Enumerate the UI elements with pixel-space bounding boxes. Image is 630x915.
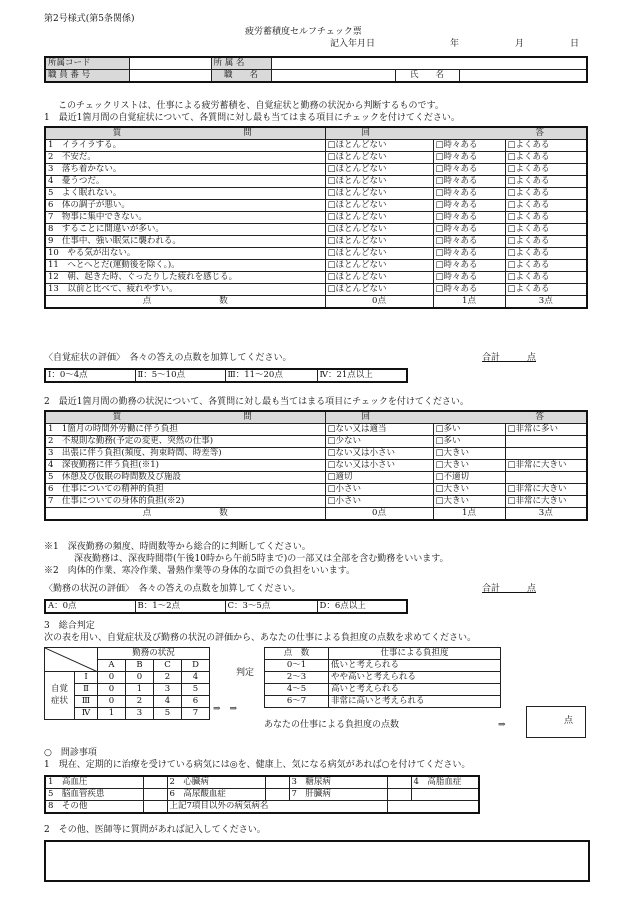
symptom-question: 4 憂うつだ。 xyxy=(45,176,325,188)
matrix-col-c: C xyxy=(154,660,182,672)
work-points-0: 0点 xyxy=(325,508,433,521)
symptom-question: 5 よく眠れない。 xyxy=(45,188,325,200)
symptom-option-2[interactable]: □よくある xyxy=(505,140,587,152)
symptom-option-1[interactable]: □時々ある xyxy=(433,200,505,212)
symptom-row xyxy=(45,176,587,188)
work-table xyxy=(44,410,588,521)
symptom-question: 9 仕事中、強い眠気に襲われる。 xyxy=(45,236,325,248)
burden-level-row xyxy=(265,684,501,696)
points-3: 3点 xyxy=(505,296,587,309)
symptom-row xyxy=(45,260,587,272)
disease-other: 8 その他 xyxy=(45,801,143,814)
diagonal-line xyxy=(45,648,98,672)
sec3-desc: 次の表を用い、自覚症状及び勤務の状況の評価から、あなたの仕事による負担度の点数を求めてください。 xyxy=(44,633,477,643)
symptom-row xyxy=(45,224,587,236)
symptom-question: 6 体の調子が悪い。 xyxy=(45,200,325,212)
matrix-row-label: Ⅱ xyxy=(75,684,98,696)
symptom-option-1[interactable]: □時々ある xyxy=(433,248,505,260)
symptom-option-0[interactable]: □ほとんどない xyxy=(325,272,433,284)
range-4: Ⅳ：21点以上 xyxy=(317,369,407,382)
symptom-row xyxy=(45,212,587,224)
burden-level-row xyxy=(265,660,501,672)
matrix-table xyxy=(44,647,210,720)
symptom-row xyxy=(45,248,587,260)
matrix-corner xyxy=(45,648,98,672)
sec1-ranges xyxy=(44,368,408,383)
disease-name: 3 糖尿病 xyxy=(289,776,387,789)
disease-other-check[interactable] xyxy=(143,801,167,814)
symptom-option-0[interactable]: □ほとんどない xyxy=(325,248,433,260)
symptom-row xyxy=(45,152,587,164)
intro-text: このチェックリストは、仕事による疲労蓄積を、自覚症状と勤務の状況から判断するものです。 xyxy=(58,101,444,111)
judgement-table xyxy=(264,647,501,708)
disease-check[interactable] xyxy=(265,776,289,789)
work-row xyxy=(45,424,587,436)
sec2-total: 合計 点 xyxy=(482,584,537,594)
work-option-0[interactable]: □小さい xyxy=(325,484,433,496)
disease-check[interactable] xyxy=(387,776,411,789)
range-2: Ⅱ：5～10点 xyxy=(135,369,225,382)
range-3: Ⅲ：11～20点 xyxy=(225,369,317,382)
staff-no-field[interactable] xyxy=(129,70,211,83)
work-option-1[interactable]: □大きい xyxy=(433,460,505,472)
disease-name: 5 脳血管疾患 xyxy=(45,789,143,801)
burden-level-text: 低いと考えられる xyxy=(329,660,501,672)
symptom-option-1[interactable]: □時々ある xyxy=(433,164,505,176)
symptom-option-1[interactable]: □時々ある xyxy=(433,140,505,152)
matrix-cell: 4 xyxy=(182,672,210,684)
org-name-label: 所 属 名 xyxy=(211,57,271,70)
symptom-question: 13 以前と比べて、疲れやすい。 xyxy=(45,284,325,296)
matrix-cell: 5 xyxy=(154,708,182,720)
sec2-eval-title: 〈勤務の状況の評価〉 各々の答えの点数を加算してください。 xyxy=(44,584,301,594)
symptom-question: 1 イライラする。 xyxy=(45,140,325,152)
symptom-row xyxy=(45,140,587,152)
matrix-col-d: D xyxy=(182,660,210,672)
work-option-1[interactable]: □大きい xyxy=(433,484,505,496)
symptom-option-0[interactable]: □ほとんどない xyxy=(325,284,433,296)
symptom-option-0[interactable]: □ほとんどない xyxy=(325,152,433,164)
disease-check[interactable] xyxy=(265,789,289,801)
work-status-label: 勤務の状況 xyxy=(98,648,210,660)
position-label: 職 名 xyxy=(211,70,271,83)
answer-header: 回 答 xyxy=(325,127,587,140)
sec1-total: 合計 点 xyxy=(482,353,537,363)
work-option-1[interactable]: □大きい xyxy=(433,496,505,508)
work-option-0[interactable]: □少ない xyxy=(325,436,433,448)
sec3-heading: 3 総合判定 xyxy=(44,621,95,631)
symptom-row xyxy=(45,188,587,200)
matrix-cell: 3 xyxy=(126,708,154,720)
symptom-question: 8 することに間違いが多い。 xyxy=(45,224,325,236)
date-row xyxy=(330,39,580,49)
burden-level-text: 非常に高いと考えられる xyxy=(329,696,501,708)
result-label: あなたの仕事による負担度の点数 xyxy=(264,720,400,730)
symptom-option-0[interactable]: □ほとんどない xyxy=(325,224,433,236)
work-row xyxy=(45,496,587,508)
result-unit: 点 xyxy=(563,716,573,726)
symptom-option-2[interactable]: □よくある xyxy=(505,164,587,176)
symptom-option-1[interactable]: □時々ある xyxy=(433,260,505,272)
burden-level-text: 高いと考えられる xyxy=(329,684,501,696)
matrix-cell: 3 xyxy=(154,684,182,696)
sec2-ranges xyxy=(44,599,408,614)
work-points-label: 点 数 xyxy=(45,508,325,521)
symptom-option-2[interactable]: □よくある xyxy=(505,224,587,236)
question-header: 質 問 xyxy=(45,127,325,140)
work-option-2 xyxy=(505,448,587,460)
matrix-cell: 5 xyxy=(182,684,210,696)
symptom-question: 10 やる気が出ない。 xyxy=(45,248,325,260)
score-header: 点 数 xyxy=(265,648,329,660)
work-points-3: 3点 xyxy=(505,508,587,521)
position-field[interactable] xyxy=(271,70,395,83)
symptom-option-1[interactable]: □時々ある xyxy=(433,176,505,188)
symptom-option-2[interactable]: □よくある xyxy=(505,200,587,212)
range-a: A：0点 xyxy=(45,600,135,613)
work-question: 5 休憩及び仮眠の時間数及び施設 xyxy=(45,472,325,484)
matrix-col-b: B xyxy=(126,660,154,672)
work-option-0[interactable]: □ない又は適当 xyxy=(325,424,433,436)
symptom-question: 7 物事に集中できない。 xyxy=(45,212,325,224)
month-label: 月 xyxy=(515,39,525,49)
name-label: 氏 名 xyxy=(395,70,459,83)
work-option-2[interactable]: □非常に大きい xyxy=(505,484,587,496)
work-question: 6 仕事についての精神的負担 xyxy=(45,484,325,496)
symptom-option-0[interactable]: □ほとんどない xyxy=(325,140,433,152)
disease-name: 4 高脂血症 xyxy=(411,776,479,789)
burden-score-range: 6～7 xyxy=(265,696,329,708)
symptom-option-0[interactable]: □ほとんどない xyxy=(325,164,433,176)
matrix-cell: 1 xyxy=(126,684,154,696)
points-0: 0点 xyxy=(325,296,433,309)
org-code-field[interactable] xyxy=(129,57,211,70)
work-row xyxy=(45,436,587,448)
disease-other-field[interactable] xyxy=(387,801,479,814)
symptom-option-0[interactable]: □ほとんどない xyxy=(325,176,433,188)
work-option-1[interactable]: □大きい xyxy=(433,448,505,460)
sec4-q1: 1 現在、定期的に治療を受けている病気には◎を、健康上、気になる病気があれば○を付けてください。 xyxy=(44,760,471,770)
work-question: 2 不規則な勤務(予定の変更、突然の仕事) xyxy=(45,436,325,448)
work-question: 1 1箇月の時間外労働に伴う負担 xyxy=(45,424,325,436)
staff-info-table xyxy=(44,56,588,83)
matrix-cell: 2 xyxy=(126,696,154,708)
note-1a: ※1 深夜勤務の頻度、時間数等から総合的に判断してください。 xyxy=(44,542,311,552)
year-label: 年 xyxy=(450,39,460,49)
symptom-option-1[interactable]: □時々ある xyxy=(433,188,505,200)
matrix-cell: 0 xyxy=(126,672,154,684)
sec2-heading: 2 最近1箇月間の勤務の状況について、各質問に対し最も当てはまる項目にチェックを付けてください。 xyxy=(44,397,469,407)
form-number: 第2号様式(第5条関係) xyxy=(44,14,135,24)
burden-level-row xyxy=(265,672,501,684)
symptom-option-1[interactable]: □時々ある xyxy=(433,152,505,164)
question-textbox[interactable] xyxy=(44,840,590,882)
symptom-option-0[interactable]: □ほとんどない xyxy=(325,188,433,200)
matrix-row xyxy=(45,672,210,684)
symptom-option-0[interactable]: □ほとんどない xyxy=(325,212,433,224)
symptom-option-2[interactable]: □よくある xyxy=(505,188,587,200)
symptom-row xyxy=(45,200,587,212)
symptom-option-2[interactable]: □よくある xyxy=(505,284,587,296)
disease-other-note: 上記7項目以外の病気病名 xyxy=(167,801,387,814)
range-1: Ⅰ：0～4点 xyxy=(45,369,135,382)
matrix-cell: 0 xyxy=(98,684,126,696)
form-title: 疲労蓄積度セルフチェック票 xyxy=(245,27,362,37)
range-c: C：3～5点 xyxy=(225,600,317,613)
org-name-field[interactable] xyxy=(271,57,587,70)
work-option-1[interactable]: □多い xyxy=(433,424,505,436)
work-option-1[interactable]: □不適切 xyxy=(433,472,505,484)
work-row xyxy=(45,484,587,496)
symptom-row xyxy=(45,164,587,176)
symptom-option-2[interactable]: □よくある xyxy=(505,248,587,260)
symptom-option-0[interactable]: □ほとんどない xyxy=(325,236,433,248)
work-option-2 xyxy=(505,472,587,484)
matrix-row-label: Ⅰ xyxy=(75,672,98,684)
symptom-option-2[interactable]: □よくある xyxy=(505,176,587,188)
matrix-cell: 2 xyxy=(154,672,182,684)
name-field[interactable] xyxy=(459,70,587,83)
points-label: 点 数 xyxy=(45,296,325,309)
result-box[interactable] xyxy=(526,706,586,738)
burden-score-range: 2～3 xyxy=(265,672,329,684)
work-option-0[interactable]: □小さい xyxy=(325,496,433,508)
symptom-question: 12 朝、起きた時、ぐったりした疲れを感じる。 xyxy=(45,272,325,284)
sec4-q2: 2 その他、医師等に質問があれば記入してください。 xyxy=(44,825,266,835)
disease-name: 2 心臓病 xyxy=(167,776,265,789)
disease-name: 7 肝臓病 xyxy=(289,789,387,801)
symptom-option-2[interactable]: □よくある xyxy=(505,272,587,284)
disease-check[interactable] xyxy=(387,789,411,801)
work-option-2[interactable]: □非常に大きい xyxy=(505,460,587,472)
work-question: 3 出張に伴う負担(頻度、拘束時間、時差等) xyxy=(45,448,325,460)
note-1b: 深夜勤務は、深夜時間帯(午後10時から午前5時まで)の一部又は全部を含む勤務をいいます。 xyxy=(74,554,449,564)
burden-level-text: やや高いと考えられる xyxy=(329,672,501,684)
symptom-option-0[interactable]: □ほとんどない xyxy=(325,260,433,272)
symptom-table xyxy=(44,126,588,309)
matrix-cell: 1 xyxy=(98,708,126,720)
matrix-col-a: A xyxy=(98,660,126,672)
work-option-0[interactable]: □ない又は小さい xyxy=(325,448,433,460)
matrix-arrows: ⇒ ⇒ xyxy=(213,704,238,714)
disease-name: 6 高尿酸血症 xyxy=(167,789,265,801)
symptom-row xyxy=(45,236,587,248)
symptom-option-1[interactable]: □時々ある xyxy=(433,224,505,236)
matrix-cell: 6 xyxy=(182,696,210,708)
symptom-option-1[interactable]: □時々ある xyxy=(433,272,505,284)
day-label: 日 xyxy=(570,39,580,49)
disease-check[interactable] xyxy=(143,789,167,801)
burden-header: 仕事による負担度 xyxy=(329,648,501,660)
points-1: 1点 xyxy=(433,296,505,309)
matrix-row-label: Ⅲ xyxy=(75,696,98,708)
symptom-option-1[interactable]: □時々ある xyxy=(433,284,505,296)
work-row xyxy=(45,460,587,472)
symptom-option-2[interactable]: □よくある xyxy=(505,212,587,224)
burden-level-row xyxy=(265,696,501,708)
work-question-header: 質 問 xyxy=(45,411,325,424)
work-answer-header: 回 答 xyxy=(325,411,587,424)
symptom-option-1[interactable]: □時々ある xyxy=(433,236,505,248)
symptom-option-2[interactable]: □よくある xyxy=(505,260,587,272)
work-option-2[interactable]: □非常に大きい xyxy=(505,496,587,508)
result-arrow: ⇒ xyxy=(498,720,506,730)
disease-table xyxy=(44,775,480,814)
matrix-cell: 7 xyxy=(182,708,210,720)
org-code-label: 所属コード xyxy=(45,57,129,70)
symptom-question: 2 不安だ。 xyxy=(45,152,325,164)
matrix-row-label: Ⅳ xyxy=(75,708,98,720)
work-row xyxy=(45,448,587,460)
symptom-question: 11 へとへとだ(運動後を除く。)。 xyxy=(45,260,325,272)
sec1-heading: 1 最近1箇月間の自覚症状について、各質問に対し最も当てはまる項目にチェックを付けてください。 xyxy=(44,113,460,123)
burden-score-range: 0～1 xyxy=(265,660,329,672)
symptom-option-2[interactable]: □よくある xyxy=(505,152,587,164)
matrix-cell: 4 xyxy=(154,696,182,708)
work-option-0[interactable]: □適切 xyxy=(325,472,433,484)
symptom-row xyxy=(45,272,587,284)
date-label: 記入年月日 xyxy=(330,39,376,49)
disease-name xyxy=(411,789,479,801)
disease-check[interactable] xyxy=(143,776,167,789)
staff-no-label: 職 員 番 号 xyxy=(45,70,129,83)
disease-row xyxy=(45,789,479,801)
work-option-0[interactable]: □ない又は小さい xyxy=(325,460,433,472)
range-d: D：6点以上 xyxy=(317,600,407,613)
symptom-option-0[interactable]: □ほとんどない xyxy=(325,200,433,212)
work-option-2 xyxy=(505,436,587,448)
work-option-2[interactable]: □非常に多い xyxy=(505,424,587,436)
disease-row xyxy=(45,776,479,789)
sec4-heading: ○ 問診事項 xyxy=(44,748,97,758)
disease-name: 1 高血圧 xyxy=(45,776,143,789)
matrix-cell: 0 xyxy=(98,696,126,708)
sec1-eval-title: 〈自覚症状の評価〉 各々の答えの点数を加算してください。 xyxy=(44,353,292,363)
matrix-cell: 0 xyxy=(98,672,126,684)
note-2: ※2 肉体的作業、寒冷作業、暑熱作業等の身体的な面での負担をいいます。 xyxy=(44,566,356,576)
symptom-axis-label: 自覚症状 xyxy=(45,672,75,720)
work-option-1[interactable]: □多い xyxy=(433,436,505,448)
burden-score-range: 4～5 xyxy=(265,684,329,696)
work-question: 4 深夜勤務に伴う負担(※1) xyxy=(45,460,325,472)
symptom-option-1[interactable]: □時々ある xyxy=(433,212,505,224)
range-b: B：1～2点 xyxy=(135,600,225,613)
symptom-row xyxy=(45,284,587,296)
symptom-option-2[interactable]: □よくある xyxy=(505,236,587,248)
judge-label: 判定 xyxy=(236,668,255,678)
work-points-1: 1点 xyxy=(433,508,505,521)
work-question: 7 仕事についての身体的負担(※2) xyxy=(45,496,325,508)
work-row xyxy=(45,472,587,484)
symptom-question: 3 落ち着かない。 xyxy=(45,164,325,176)
